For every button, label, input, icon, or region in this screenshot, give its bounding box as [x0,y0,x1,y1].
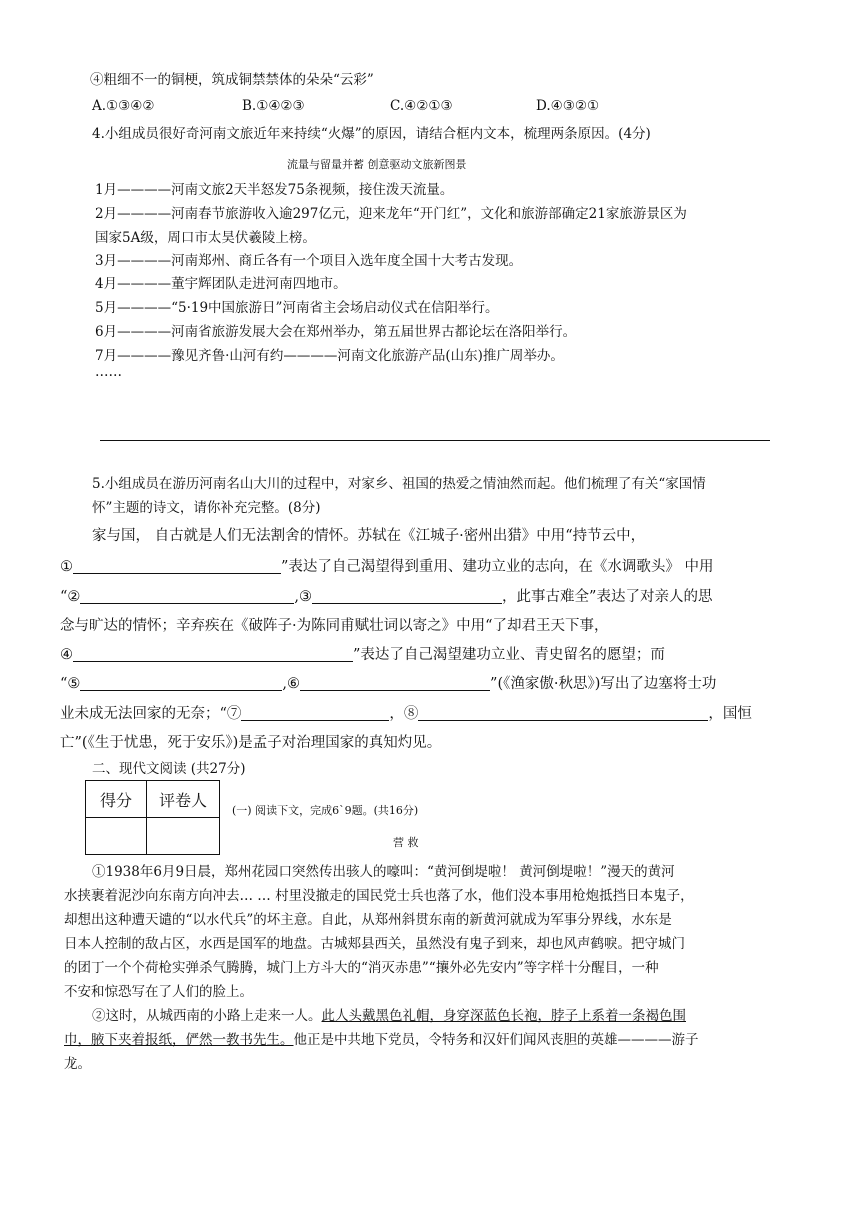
article-para2-line3: 龙。 [64,1056,91,1072]
article-title: 营 救 [393,836,419,849]
q4-line: 6月————河南省旅游发展大会在郑州举办，第五届世界古都论坛在洛阳举行。 [95,324,577,340]
score-cell[interactable] [86,818,147,855]
q3-option-c: C.④②①③ [390,98,453,114]
q4-line: 7月————豫见齐鲁·山河有约————河南文化旅游产品(山东)推广周举办。 [95,348,564,364]
article-para2-line2: 巾，腋下夹着报纸，俨然一教书先生。他正是中共地下党员，令特务和汉奸们闻风丧胆的英雄————游子 [64,1032,699,1048]
underlined-sentence: 此人头戴黑色礼帽，身穿深蓝色长袍，脖子上系着一条褐色围 [321,1008,686,1024]
q3-item4: ④粗细不一的铜梗，筑成铜禁禁体的朵朵“云彩” [90,72,374,88]
article-para1-line: 的团丁一个个荷枪实弹杀气腾腾，城门上方斗大的“消灭赤患”“攘外必先安内”等字样十分醒目，一种 [64,960,659,976]
q3-option-a: A.①③④② [92,98,155,114]
blank-5[interactable] [80,676,282,691]
score-table [85,780,220,855]
q5-text-line6: “⑤ ,⑥ ”(《渔家傲·秋思》)写出了边塞将士功 [60,676,717,692]
q4-line: …… [95,364,122,380]
article-para1-line: 日本人控制的敌占区，水西是国军的地盘。古城郏县西关，虽然没有鬼子到来，却也风声鹤唳。把守城门 [64,936,685,952]
q5-prompt-line2: 怀”主题的诗文，请你补充完整。(8分) [92,500,321,516]
q5-text-line4: 念与旷达的情怀；辛弃疾在《破阵子·为陈同甫赋壮词以寄之》中用“了却君王天下事， [60,618,609,634]
blank-4[interactable] [73,647,353,662]
q3-option-b: B.①④②③ [242,98,305,114]
q4-prompt: 4.小组成员很好奇河南文旅近年来持续“火爆”的原因，请结合框内文本，梳理两条原因。(4分) [92,126,651,142]
q5-text-line8: 亡”(《生于忧患，死于安乐》)是孟子对治理国家的真知灼见。 [60,735,442,751]
blank-7[interactable] [241,706,389,721]
article-para1-line: 却想出这种遭天谴的“以水代兵”的坏主意。自此，从郑州斜贯东南的新黄河就成为军事分界线，水东是 [64,912,672,928]
q4-line: 4月————董宇辉团队走进河南四地市。 [95,276,347,292]
q4-box-title: 流量与留量并蓄 创意驱动文旅新图景 [287,158,467,171]
q4-answer-line[interactable] [100,440,770,441]
q4-line: 国家5A级，周口市太昊伏羲陵上榜。 [95,230,316,246]
blank-3[interactable] [312,589,502,604]
q4-line: 3月————河南郑州、商丘各有一个项目入选年度全国十大考古发现。 [95,253,523,269]
q4-line: 1月————河南文旅2天半怒发75条视频，接住泼天流量。 [95,182,454,198]
subsection-instructions: (一) 阅读下文，完成6`9题。(共16分) [232,804,419,817]
score-label: 得分 [86,781,147,818]
article-para1-line: 水挟裹着泥沙向东南方向冲去… … 村里没撤走的国民党士兵也落了水，他们没本事用枪炮抵挡日本鬼子， [64,888,694,904]
q5-text-line1: 家与国， 自古就是人们无法割舍的情怀。苏轼在《江城子·密州出猎》中用“持节云中， [92,528,646,544]
blank-6[interactable] [300,676,490,691]
q5-text-line2: ① ”表达了自己渴望得到重用、建功立业的志向，在《水调歌头》 中用 [60,559,714,575]
section2-heading: 二、现代文阅读 (共27分) [92,761,246,777]
article-para1-line: ①1938年6月9日晨，郑州花园口突然传出骇人的嚎叫：“黄河倒堤啦！ 黄河倒堤啦！”漫天的黄河 [92,864,675,880]
q5-text-line7: 业未成无法回家的无奈；“⑦ ，⑧ ，国恒 [60,706,752,722]
grader-label: 评卷人 [147,781,220,818]
q5-text-line3: “② ,③ ，此事古难全”表达了对亲人的思 [60,589,713,605]
blank-1[interactable] [73,559,281,574]
q4-line: 5月————“5·19中国旅游日”河南省主会场启动仪式在信阳举行。 [95,300,499,316]
blank-8[interactable] [418,706,708,721]
article-para1-line: 不安和惊恐写在了人们的脸上。 [64,984,253,1000]
q4-line: 2月————河南春节旅游收入逾297亿元，迎来龙年“开门红”，文化和旅游部确定21家旅游景区为 [95,206,687,222]
q3-option-d: D.④③②① [536,98,600,114]
underlined-sentence: 巾，腋下夹着报纸，俨然一教书先生。 [64,1032,294,1048]
blank-2[interactable] [80,589,294,604]
q5-text-line5: ④ ”表达了自己渴望建功立业、青史留名的愿望；而 [60,647,665,663]
q5-prompt-line1: 5.小组成员在游历河南名山大川的过程中，对家乡、祖国的热爱之情油然而起。他们梳理了有关“家国情 [92,476,706,492]
article-para2-line1: ②这时，从城西南的小路上走来一人。此人头戴黑色礼帽，身穿深蓝色长袍，脖子上系着一条褐色围 [92,1008,686,1024]
grader-cell[interactable] [147,818,220,855]
